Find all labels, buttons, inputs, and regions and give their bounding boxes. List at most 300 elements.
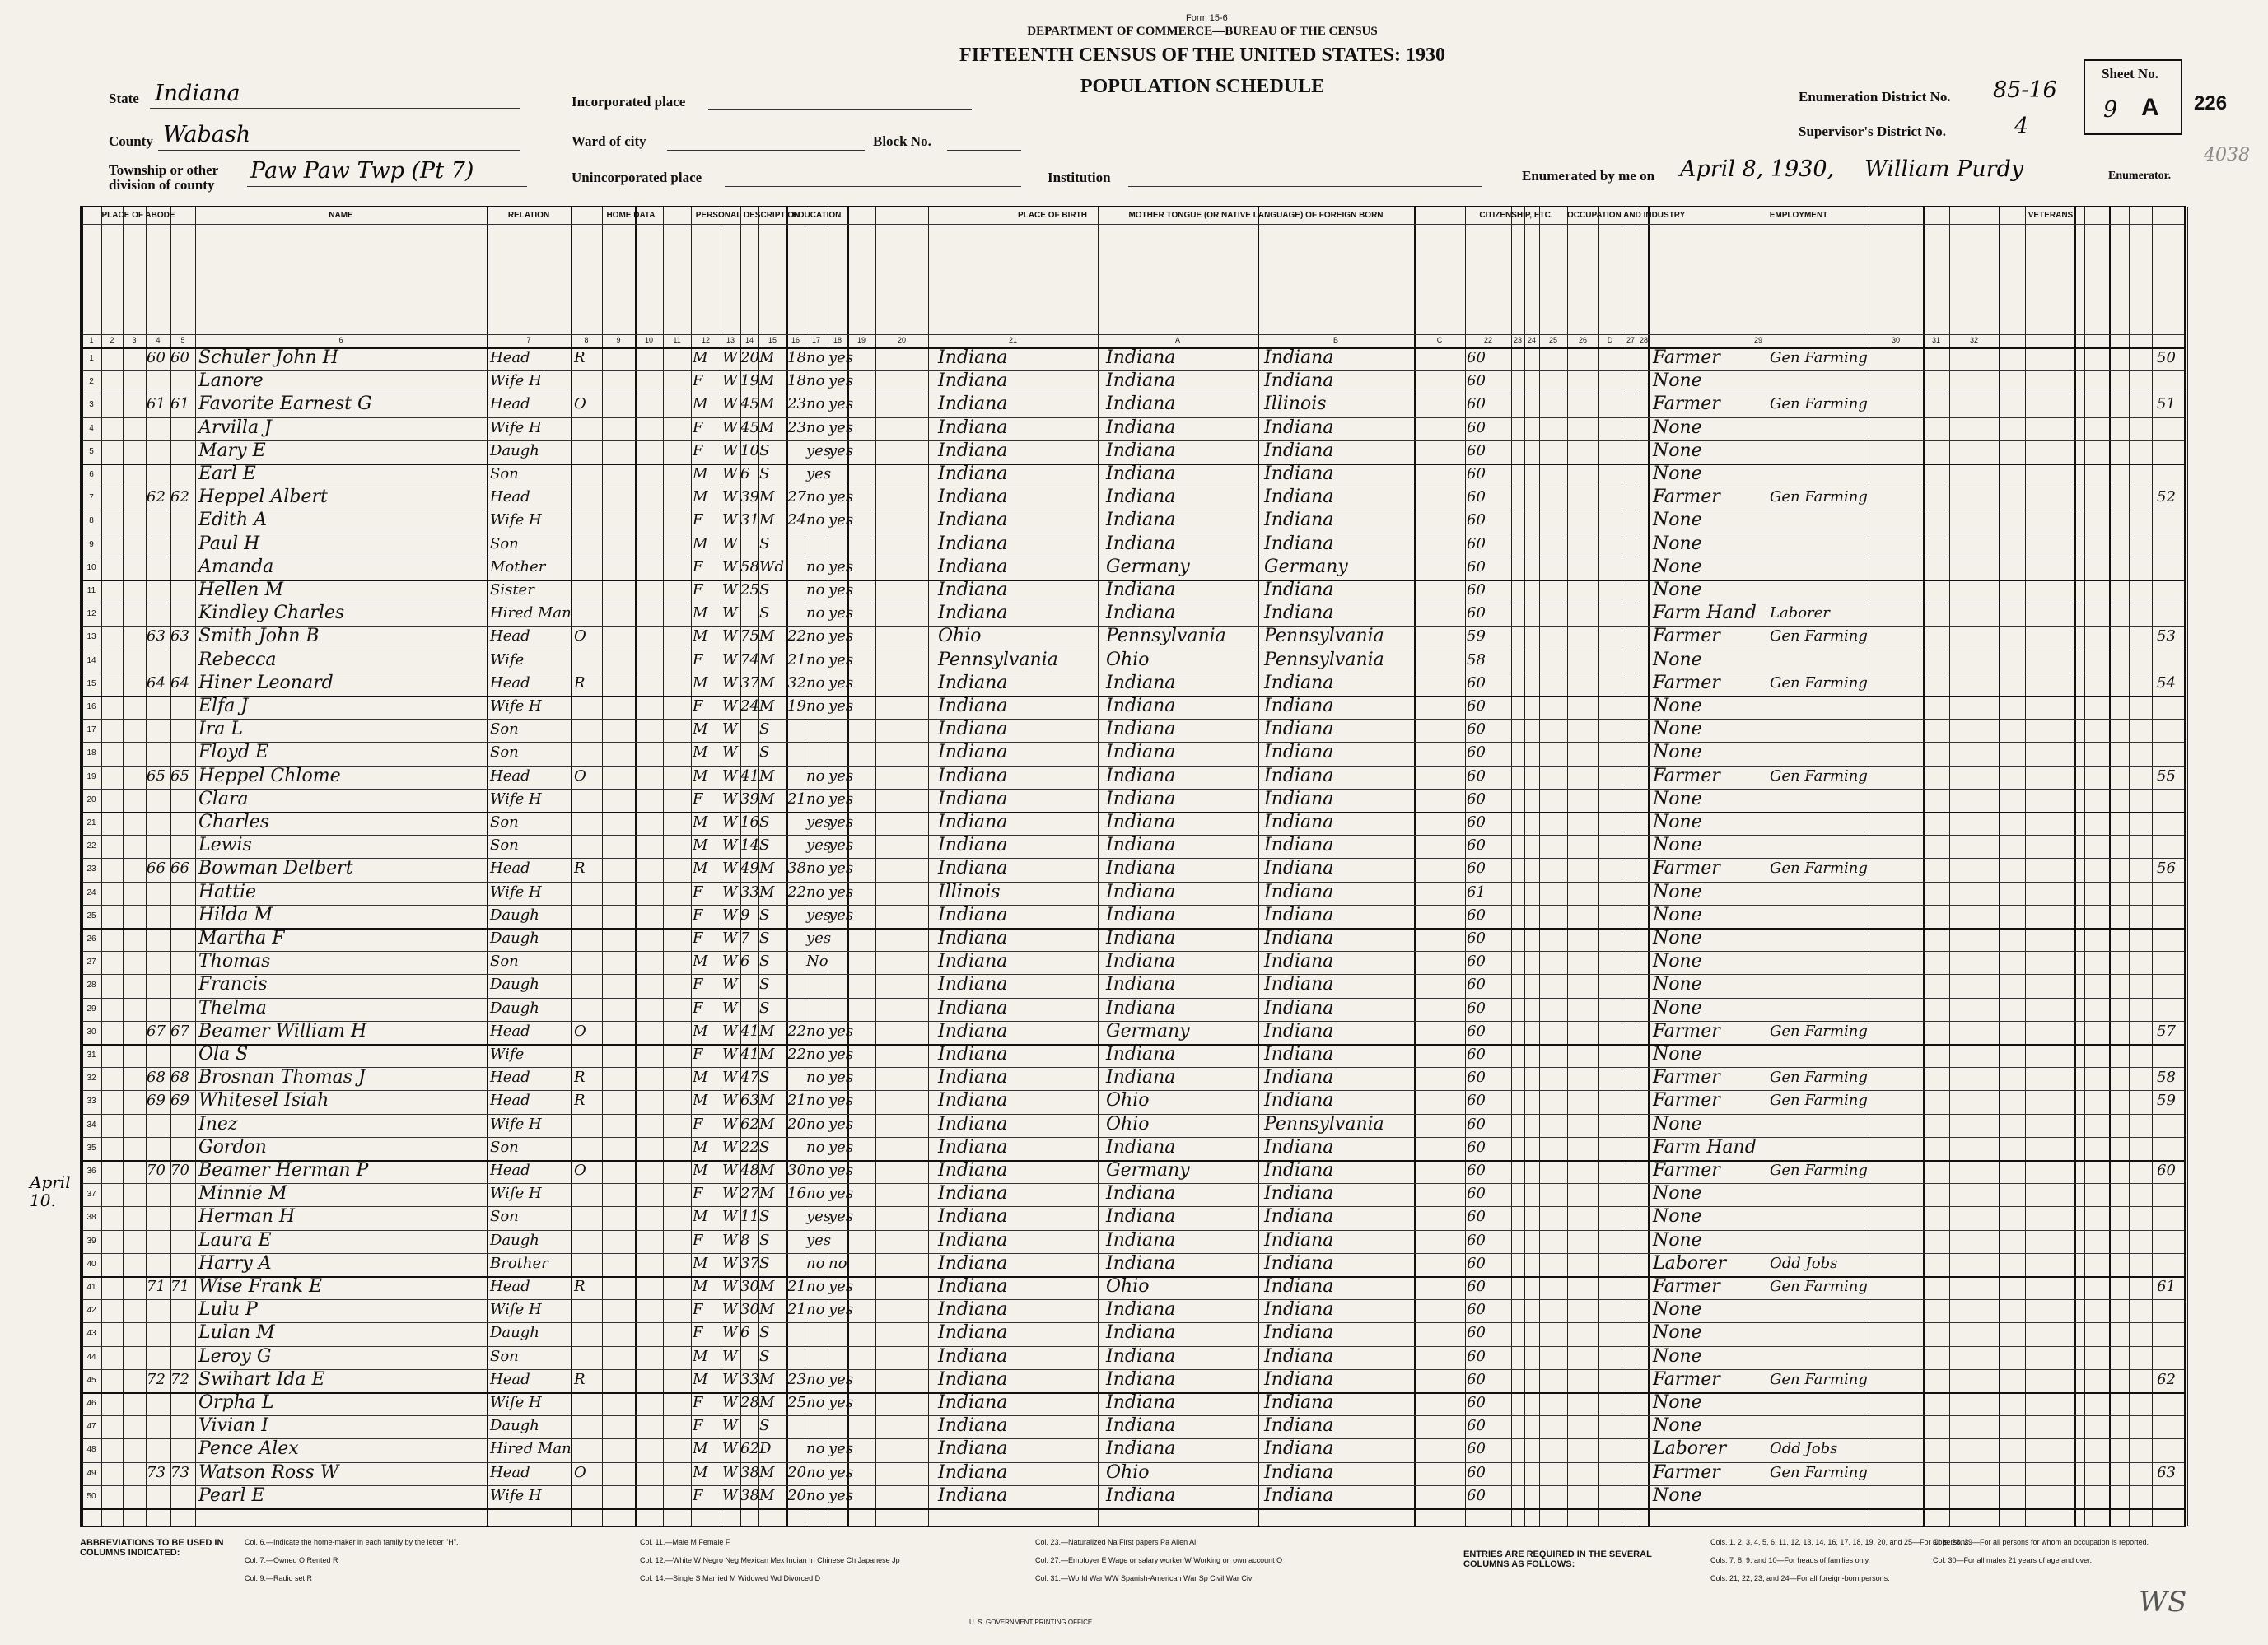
dwelling-number: 68 [147,1069,166,1087]
sex: F [693,1324,703,1342]
sex: M [693,1254,708,1272]
occupation: None [1653,1345,1702,1367]
column-divider [2152,207,2153,1526]
birthplace-person: Indiana [938,1067,1008,1088]
relation: Son [490,1138,519,1156]
birthplace-code: 60 [1467,511,1486,529]
line-number: 23 [86,864,96,874]
age-at-marriage: 21 [787,1278,806,1295]
occupation: None [1653,440,1702,461]
sex: M [693,1440,708,1458]
column-divider [1598,207,1599,1526]
person-name: Whitesel Isiah [198,1090,329,1111]
farm-schedule-number: 63 [2157,1463,2176,1481]
line-number: 29 [86,1004,96,1014]
column-divider [195,207,196,1526]
birthplace-mother: Indiana [1264,951,1334,972]
birthplace-person: Indiana [938,812,1008,832]
birthplace-code: 60 [1467,953,1486,971]
birthplace-code: 60 [1467,767,1486,785]
read-write: yes [828,349,854,366]
birthplace-father: Indiana [1106,742,1176,763]
age-at-marriage: 21 [787,1092,806,1110]
dwelling-number: 64 [147,673,166,692]
column-number: 27 [1626,336,1635,344]
marital-status: M [759,1278,775,1295]
age-at-marriage: 20 [787,1115,806,1133]
school-attendance: no [806,1069,825,1087]
home-owned: R [574,1370,586,1388]
race: W [722,372,738,390]
marital-status: S [759,1324,770,1342]
birthplace-person: Indiana [938,1368,1008,1390]
school-attendance: no [806,883,825,901]
read-write: yes [828,836,854,855]
age: 6 [740,953,750,971]
birthplace-father: Indiana [1106,1206,1176,1228]
industry: Gen Farming [1770,1022,1868,1040]
birthplace-person: Ohio [938,626,982,647]
relation: Head [490,1069,530,1087]
relation: Head [490,1162,530,1179]
birthplace-code: 60 [1467,1022,1486,1040]
column-number: 32 [1969,336,1978,344]
line-number: 26 [86,934,96,944]
marital-status: M [759,488,775,506]
institution-label: Institution [1048,170,1111,185]
enumerator-name: William Purdy [1864,156,2024,182]
unincorporated-underline [725,186,1021,187]
sex: M [693,488,708,506]
read-write: yes [828,1022,854,1040]
birthplace-person: Indiana [938,742,1008,763]
line-number: 34 [86,1120,96,1130]
birthplace-person: Indiana [938,719,1008,740]
birthplace-father: Indiana [1106,951,1176,972]
industry: Gen Farming [1770,395,1868,413]
farm-schedule-number: 51 [2157,395,2176,413]
home-owned: O [574,395,586,413]
age: 20 [740,349,759,366]
occupation: None [1653,556,1702,577]
person-name: Lulu P [198,1299,258,1321]
sex: F [693,1231,703,1249]
person-name: Hellen M [198,580,283,600]
column-number: 24 [1527,336,1536,344]
read-write: yes [828,767,854,785]
birthplace-person: Indiana [938,580,1008,600]
marital-status: S [759,1138,770,1156]
marital-status: M [759,1463,775,1481]
column-group-header: VETERANS [2028,211,2074,220]
age: 27 [740,1185,759,1203]
column-number: A [1174,336,1180,344]
enumerator-label: Enumerator. [2108,170,2172,182]
race: W [722,441,738,459]
county-label: County [109,133,153,149]
age: 30 [740,1278,759,1295]
birthplace-person: Indiana [938,1252,1008,1274]
sex: F [693,906,703,924]
birthplace-person: Indiana [938,858,1008,879]
marital-status: S [759,604,770,622]
sex: M [693,860,708,878]
relation: Hired Man [490,604,572,622]
school-attendance: no [806,1440,825,1458]
birthplace-mother: Indiana [1264,672,1334,693]
birthplace-person: Indiana [938,1276,1008,1297]
sex: M [693,1069,708,1087]
row-divider [82,1508,2184,1510]
relation: Head [490,488,530,506]
birthplace-mother: Pennsylvania [1264,626,1384,647]
birthplace-code: 60 [1467,1254,1486,1272]
sex: M [693,604,708,622]
person-name: Elfa J [198,696,249,716]
column-divider [487,207,488,1526]
ward-underline [667,150,865,151]
farm-schedule-number: 61 [2157,1278,2176,1295]
relation: Daugh [490,999,539,1017]
read-write: yes [828,813,854,831]
race: W [722,1046,738,1063]
birthplace-code: 60 [1467,1370,1486,1388]
relation: Son [490,465,519,482]
relation: Sister [490,581,534,599]
birthplace-father: Indiana [1106,347,1176,368]
race: W [722,930,738,947]
age: 33 [740,1370,759,1388]
family-number: 73 [170,1463,189,1481]
person-name: Favorite Earnest G [198,394,372,415]
birthplace-father: Indiana [1106,580,1176,600]
relation: Daugh [490,1417,539,1435]
line-number: 48 [86,1445,96,1455]
birthplace-person: Indiana [938,788,1008,809]
dwelling-number: 63 [147,627,166,645]
department-line: DEPARTMENT OF COMMERCE—BUREAU OF THE CENSUS [1027,25,1378,38]
industry: Odd Jobs [1770,1440,1838,1458]
birthplace-father: Indiana [1106,1415,1176,1437]
occupation: Farmer [1653,765,1720,786]
birthplace-person: Indiana [938,1438,1008,1460]
incorporated-label: Incorporated place [572,94,686,110]
unincorporated-label: Unincorporated place [572,170,702,185]
birthplace-code: 60 [1467,813,1486,831]
marital-status: S [759,1231,770,1249]
column-number: 13 [726,336,735,344]
sheet-number-box [2084,59,2182,135]
person-name: Thelma [198,997,267,1018]
race: W [722,465,738,482]
birthplace-code: 60 [1467,790,1486,808]
margin-left-note: April 10. [30,1172,71,1210]
column-divider [875,207,876,1526]
race: W [722,1324,738,1342]
marital-status: M [759,349,775,366]
person-name: Beamer Herman P [198,1160,369,1181]
birthplace-person: Indiana [938,765,1008,786]
race: W [722,581,738,599]
person-name: Floyd E [198,742,269,763]
relation: Head [490,395,530,413]
column-divider [691,207,692,1526]
school-attendance: yes [806,1208,832,1226]
birthplace-father: Indiana [1106,464,1176,484]
occupation: None [1653,1183,1702,1205]
birthplace-mother: Indiana [1264,835,1334,856]
person-name: Wise Frank E [198,1276,323,1297]
dwelling-number: 69 [147,1092,166,1110]
race: W [722,1069,738,1087]
occupation: Farmer [1653,858,1720,879]
age: 49 [740,860,759,878]
birthplace-person: Indiana [938,1090,1008,1111]
person-name: Pence Alex [198,1438,299,1460]
birthplace-father: Indiana [1106,1484,1176,1506]
sex: F [693,1185,703,1203]
column-number: B [1332,336,1338,344]
occupation: None [1653,1299,1702,1321]
birthplace-mother: Indiana [1264,1136,1334,1158]
sex: F [693,1394,703,1411]
birthplace-mother: Indiana [1264,1438,1334,1460]
birthplace-person: Indiana [938,928,1008,948]
birthplace-code: 60 [1467,1208,1486,1226]
margin-note: 4038 [2204,145,2250,165]
birthplace-father: Indiana [1106,1392,1176,1413]
home-owned: R [574,1069,586,1087]
age-at-marriage: 16 [787,1185,806,1203]
birthplace-mother: Indiana [1264,974,1334,995]
birthplace-person: Indiana [938,417,1008,438]
column-divider [928,207,929,1526]
birthplace-person: Indiana [938,951,1008,972]
person-name: Charles [198,812,269,832]
birthplace-code: 60 [1467,1394,1486,1411]
relation: Wife H [490,1115,542,1133]
birthplace-mother: Indiana [1264,1090,1334,1111]
race: W [722,1301,738,1319]
industry: Gen Farming [1770,1463,1868,1481]
state-underline [150,108,520,109]
birthplace-code: 60 [1467,720,1486,739]
age: 31 [740,511,759,529]
line-number: 45 [86,1375,96,1385]
line-number: 4 [89,423,94,433]
age-at-marriage: 23 [787,418,806,436]
school-attendance: no [806,395,825,413]
form-number: Form 15-6 [1186,13,1228,23]
school-attendance: yes [806,465,832,482]
line-number: 30 [86,1027,96,1037]
birthplace-father: Indiana [1106,812,1176,832]
sex: F [693,650,703,669]
industry: Gen Farming [1770,1092,1868,1110]
birthplace-person: Indiana [938,835,1008,856]
column-number: 4 [156,336,161,344]
age: 37 [740,1254,759,1272]
family-number: 63 [170,627,189,645]
birthplace-father: Indiana [1106,997,1176,1018]
birthplace-mother: Indiana [1264,1183,1334,1205]
entries-note: Col. 30—For all males 21 years of age and over. [1933,1556,2093,1564]
race: W [722,1394,738,1411]
birthplace-code: 60 [1467,441,1486,459]
relation: Head [490,767,530,785]
occupation: None [1653,533,1702,554]
read-write: yes [828,1185,854,1203]
birthplace-father: Indiana [1106,696,1176,716]
birthplace-code: 60 [1467,418,1486,436]
relation: Daugh [490,906,539,924]
marital-status: S [759,1069,770,1087]
marital-status: M [759,1394,775,1411]
line-number: 13 [86,632,96,642]
marital-status: M [759,1301,775,1319]
race: W [722,999,738,1017]
occupation: None [1653,696,1702,716]
age: 25 [740,581,759,599]
race: W [722,627,738,645]
birthplace-father: Indiana [1106,1067,1176,1088]
column-group-header: EDUCATION [792,211,842,220]
school-attendance: no [806,557,825,576]
column-number: 21 [1008,336,1017,344]
schedule-title: POPULATION SCHEDULE [1080,76,1325,97]
birthplace-father: Indiana [1106,1299,1176,1321]
race: W [722,906,738,924]
dwelling-number: 72 [147,1370,166,1388]
marital-status: M [759,767,775,785]
age-at-marriage: 24 [787,511,806,529]
person-name: Arvilla J [198,417,272,438]
relation: Daugh [490,976,539,994]
family-number: 69 [170,1092,189,1110]
column-number: 30 [1891,336,1900,344]
occupation: None [1653,904,1702,925]
line-number: 47 [86,1422,96,1432]
column-divider [2025,207,2026,1526]
read-write: yes [828,1162,854,1179]
industry: Gen Farming [1770,627,1868,645]
column-divider [635,207,637,1526]
birthplace-mother: Indiana [1264,1252,1334,1274]
birthplace-mother: Indiana [1264,858,1334,879]
sex: M [693,534,708,552]
race: W [722,488,738,506]
marital-status: D [759,1440,772,1458]
birthplace-code: 60 [1467,1092,1486,1110]
birthplace-mother: Indiana [1264,1229,1334,1251]
birthplace-code: 60 [1467,743,1486,762]
occupation: None [1653,1229,1702,1251]
read-write: yes [828,1046,854,1063]
read-write: yes [828,790,854,808]
read-write: yes [828,697,854,715]
person-name: Clara [198,788,249,809]
birthplace-code: 60 [1467,1417,1486,1435]
person-name: Amanda [198,556,274,577]
family-number: 62 [170,488,189,506]
race: W [722,1162,738,1179]
age: 45 [740,395,759,413]
line-number: 15 [86,678,96,688]
read-write: yes [828,488,854,506]
column-number: 9 [616,336,621,344]
sex: F [693,1301,703,1319]
age-at-marriage: 25 [787,1394,806,1411]
race: W [722,836,738,855]
birthplace-mother: Indiana [1264,788,1334,809]
column-divider [101,207,102,1526]
school-attendance: no [806,1162,825,1179]
line-number: 1 [89,354,94,363]
marital-status: S [759,836,770,855]
birthplace-father: Germany [1106,1160,1190,1181]
relation: Wife H [490,790,542,808]
occupation: None [1653,1322,1702,1344]
marital-status: M [759,650,775,669]
entries-note: Cols. 21, 22, 23, and 24—For all foreign-born persons. [1710,1574,1890,1582]
race: W [722,1208,738,1226]
person-name: Bowman Delbert [198,858,353,879]
read-write: yes [828,1301,854,1319]
sex: F [693,697,703,715]
birthplace-mother: Indiana [1264,1484,1334,1506]
relation: Wife H [490,372,542,390]
school-attendance: yes [806,441,832,459]
family-number: 70 [170,1162,189,1179]
age: 22 [740,1138,759,1156]
age: 41 [740,767,759,785]
column-divider [1567,207,1568,1526]
relation: Mother [490,557,546,576]
column-group-header: HOME DATA [606,211,656,220]
farm-schedule-number: 52 [2157,488,2176,506]
birthplace-code: 60 [1467,604,1486,622]
birthplace-father: Germany [1106,556,1190,577]
line-number: 40 [86,1259,96,1269]
column-number: C [1436,336,1443,344]
person-name: Pearl E [198,1484,265,1506]
dwelling-number: 70 [147,1162,166,1179]
column-group-header: CITIZENSHIP, ETC. [1479,211,1553,220]
sex: M [693,743,708,762]
person-name: Lanore [198,370,264,392]
read-write: yes [828,1486,854,1504]
dwelling-number: 61 [147,395,166,413]
birthplace-code: 60 [1467,1486,1486,1504]
column-number: 3 [132,336,137,344]
birthplace-code: 60 [1467,976,1486,994]
age-at-marriage: 22 [787,1022,806,1040]
column-number: 1 [89,336,94,344]
birthplace-mother: Indiana [1264,580,1334,600]
birthplace-person: Pennsylvania [938,649,1058,670]
person-name: Martha F [198,928,285,948]
column-divider [571,207,572,1526]
birthplace-person: Indiana [938,1206,1008,1228]
person-name: Francis [198,974,268,995]
person-name: Smith John B [198,626,320,647]
person-name: Minnie M [198,1183,287,1205]
marital-status: M [759,1162,775,1179]
column-divider [2109,207,2111,1526]
relation: Son [490,1208,519,1226]
farm-schedule-number: 55 [2157,767,2176,785]
school-attendance: yes [806,930,832,947]
